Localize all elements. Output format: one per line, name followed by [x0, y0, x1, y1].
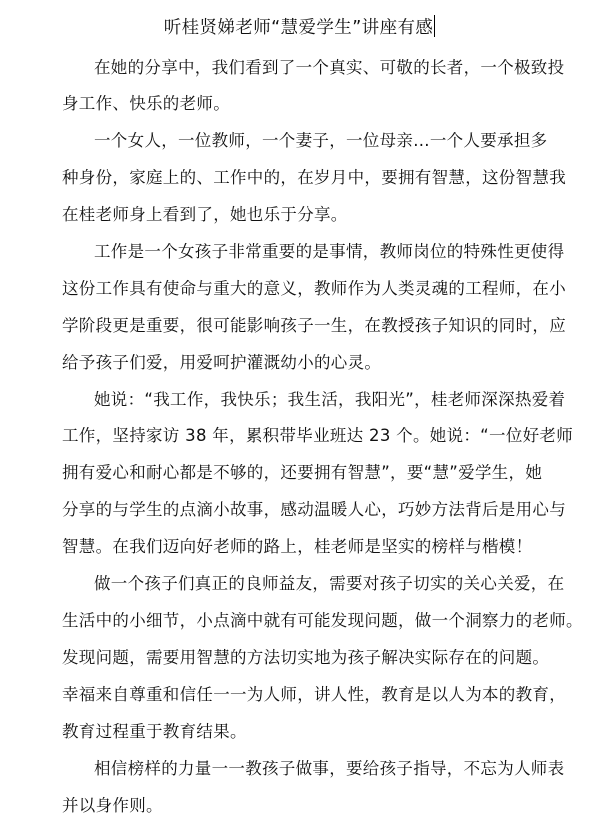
document-title: 听桂贤娣老师“慧爱学生”讲座有感 [163, 18, 434, 38]
paragraph-4-line-3: 拥有爱心和耐心都是不够的，还要拥有智慧”，要“慧”爱学生，她 [62, 463, 543, 482]
paragraph-6-line-2: 教育过程重于教育结果。 [62, 722, 247, 741]
paragraph-4-line-5: 智慧。在我们迈向好老师的路上，桂老师是坚实的榜样与楷模！ [62, 537, 533, 556]
paragraph-2-line-2: 种身份，家庭上的、工作中的，在岁月中，要拥有智慧，这份智慧我 [62, 168, 566, 187]
paragraph-3-line-4: 给予孩子们爱，用爱呵护灌溉幼小的心灵。 [62, 353, 382, 372]
paragraph-4-line-1: 她说：“我工作，我快乐；我生活，我阳光”，桂老师深深热爱着 [94, 390, 566, 409]
paragraph-4-line-2: 工作，坚持家访 38 年，累积带毕业班达 23 个。她说：“一位好老师 [62, 426, 574, 445]
paragraph-7-line-1: 相信榜样的力量一一教孩子做事，要给孩子指导，不忘为人师表 [94, 759, 565, 778]
paragraph-1-line-2: 身工作、快乐的老师。 [62, 94, 230, 113]
paragraph-2-line-1: 一个女人，一位教师，一个妻子，一位母亲...一个人要承担多 [94, 131, 548, 150]
paragraph-7-line-2: 并以身作则。 [62, 796, 163, 815]
document-title-line [0, 14, 599, 42]
paragraph-3-line-2: 这份工作具有使命与重大的意义，教师作为人类灵魂的工程师，在小 [62, 279, 566, 298]
paragraph-2-line-3: 在桂老师身上看到了，她也乐于分享。 [62, 205, 348, 224]
paragraph-4-line-4: 分享的与学生的点滴小故事，感动温暖人心，巧妙方法背后是用心与 [62, 500, 566, 519]
paragraph-3-line-3: 学阶段更是重要，很可能影响孩子一生，在教授孩子知识的同时，应 [62, 316, 566, 335]
paragraph-1-line-1: 在她的分享中，我们看到了一个真实、可敬的长者，一个极致投 [94, 58, 565, 77]
paragraph-5-line-1: 做一个孩子们真正的良师益友，需要对孩子切实的关心关爱，在 [94, 574, 565, 593]
paragraph-6-line-1: 幸福来自尊重和信任一一为人师，讲人性，教育是以人为本的教育， [62, 685, 566, 704]
paragraph-5-line-2: 生活中的小细节，小点滴中就有可能发现问题，做一个洞察力的老师。 [62, 611, 583, 630]
paragraph-3-line-1: 工作是一个女孩子非常重要的是事情，教师岗位的特殊性更使得 [94, 242, 565, 261]
paragraph-5-line-3: 发现问题，需要用智慧的方法切实地为孩子解决实际存在的问题。 [62, 648, 550, 667]
text-cursor [434, 15, 435, 37]
